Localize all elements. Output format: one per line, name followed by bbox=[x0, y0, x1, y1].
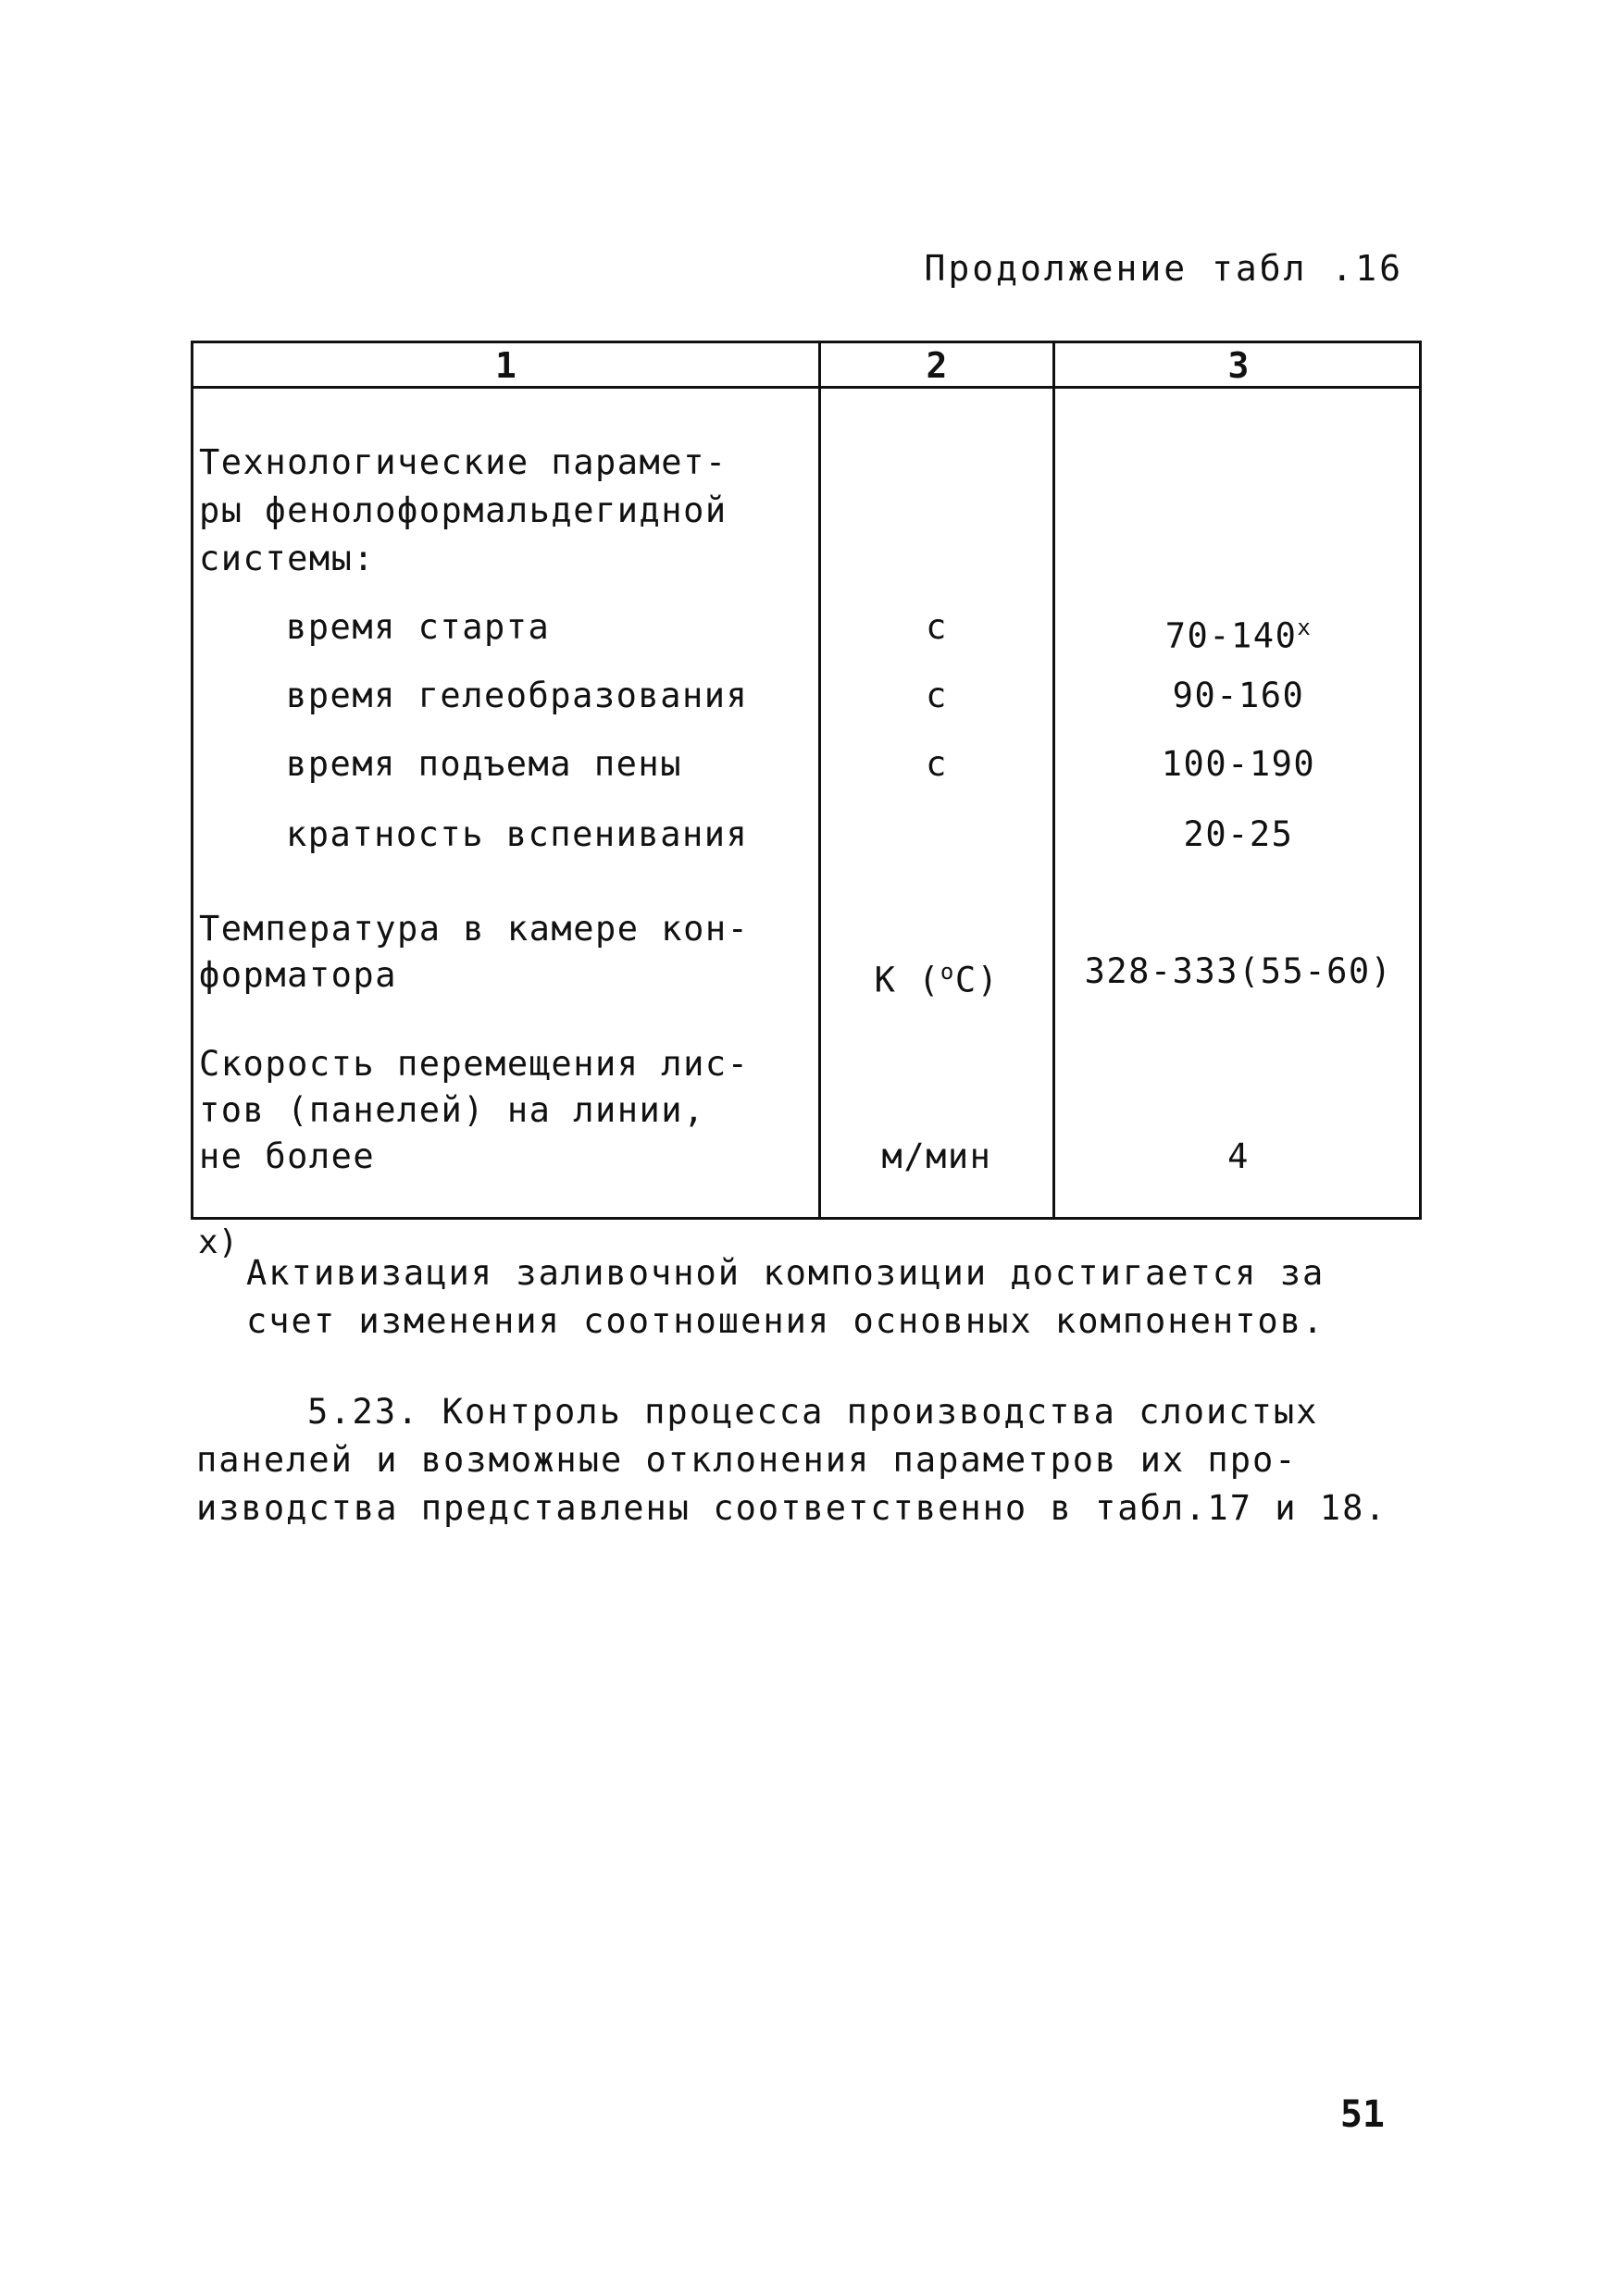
param-unit: с bbox=[926, 676, 948, 715]
page-number: 51 bbox=[1339, 2093, 1385, 2136]
param-name: форматора bbox=[199, 955, 397, 995]
param-name: не более bbox=[199, 1136, 376, 1176]
param-name: время гелеобразования bbox=[286, 676, 749, 715]
param-value: 90-160 bbox=[1172, 676, 1305, 715]
param-value: 4 bbox=[1227, 1136, 1250, 1176]
group-title-line: системы: bbox=[199, 539, 376, 578]
group-title-line: ры фенолоформальдегидной bbox=[199, 490, 728, 530]
param-name: время старта bbox=[286, 607, 551, 647]
table-caption: Продолжение табл .16 bbox=[924, 248, 1403, 289]
param-unit: К ($^о$С) bbox=[874, 959, 1000, 1000]
param-value: 328-333(55-60) bbox=[1084, 951, 1393, 991]
param-name: время подъема пены bbox=[286, 744, 682, 784]
footnote-line: Активизация заливочной композиции достигается за bbox=[246, 1253, 1326, 1293]
param-unit: м/мин bbox=[881, 1136, 992, 1176]
paragraph-line: панелей и возможные отклонения параметров их про- bbox=[196, 1440, 1298, 1480]
footnote-text bbox=[246, 1249, 1325, 1346]
param-value: 70-140$^x$ bbox=[1164, 614, 1313, 656]
data-table bbox=[191, 341, 1422, 1220]
param-name: кратность вспенивания bbox=[286, 814, 749, 854]
body-paragraph bbox=[196, 1388, 1388, 1533]
header-divider bbox=[193, 386, 1419, 389]
param-name: тов (панелей) на линии, bbox=[199, 1090, 705, 1130]
paragraph-line: изводства представлены соответственно в табл.17 и 18. bbox=[196, 1488, 1388, 1528]
param-value: 100-190 bbox=[1161, 744, 1316, 784]
header-col-2: 2 bbox=[926, 345, 948, 386]
footnote-ref: x bbox=[1297, 614, 1313, 640]
header-col-3: 3 bbox=[1227, 345, 1250, 386]
footnote-mark: x) bbox=[198, 1223, 239, 1261]
footnote-line: счет изменения соотношения основных компонентов. bbox=[246, 1301, 1326, 1341]
paragraph-line: 5.23. Контроль процесса производства слоистых bbox=[307, 1392, 1319, 1432]
param-value: 20-25 bbox=[1183, 814, 1294, 854]
param-name: Температура в камере кон- bbox=[199, 909, 750, 949]
param-unit: с bbox=[926, 607, 948, 647]
group-title-line: Технологические парамет- bbox=[199, 442, 728, 482]
param-name: Скорость перемещения лис- bbox=[199, 1044, 750, 1084]
header-col-1: 1 bbox=[495, 345, 517, 386]
param-unit: с bbox=[926, 744, 948, 784]
